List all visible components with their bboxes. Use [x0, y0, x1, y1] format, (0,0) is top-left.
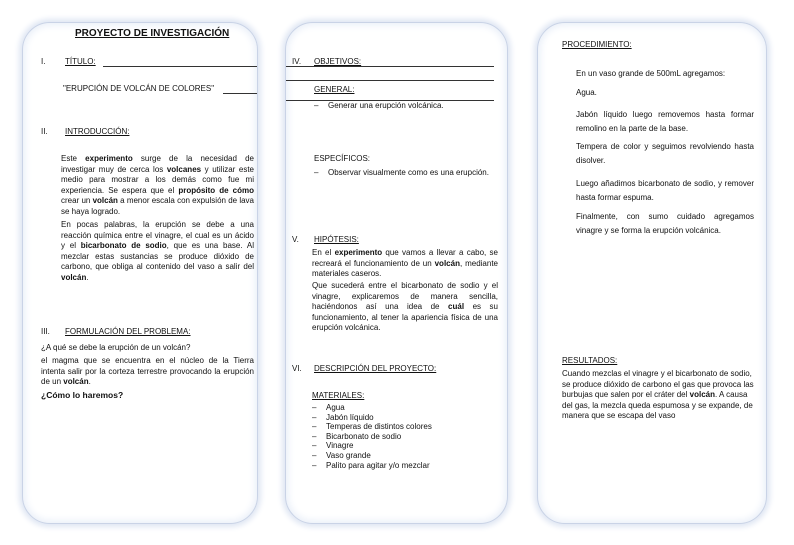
section-number-intro: II. — [41, 127, 48, 136]
materiales-heading: MATERIALES: — [312, 391, 365, 400]
hipotesis-paragraph-2: Que sucederá entre el bicarbonato de sodio y el vinagre, explicaremos de manera sencilla, haciéndonos así una idea de cuál es su funcionamiento, al tener la apariencia física de una erupción volcánica. — [312, 281, 499, 332]
section-number-descripcion: VI. — [292, 364, 302, 373]
especificos-list — [314, 168, 489, 178]
document-title: PROYECTO DE INVESTIGACIÓN — [75, 28, 230, 39]
intro-paragraph-2: En pocas palabras, la erupción se debe a una reacción química entre el vinagre, el cual es un ácido y el bicarbonato de sodio, que es una base. Al mezclar estas sustancias se produce dióxido de carbono, que obliga al contenido del vaso a salir del volcán. — [61, 220, 254, 282]
procedimiento-heading: PROCEDIMIENTO: — [562, 40, 632, 49]
question-1: ¿A qué se debe la erupción de un volcán? — [41, 343, 191, 352]
step-1: En un vaso grande de 500mL agregamos: — [576, 69, 726, 78]
step-4: Tempera de color y seguimos revolviendo hasta disolver. — [576, 142, 754, 165]
resultados-paragraph: Cuando mezclas el vinagre y el bicarbonato de sodio, se produce dióxido de carbono el gas que provoca las burbujas que salen por el cráter del volcán. A causa del gas, la mezcla queda espumosa y se expande, de manera que se escapa del vaso — [562, 369, 754, 420]
panel-right — [537, 22, 767, 524]
list-item: – Vinagre — [312, 441, 432, 451]
intro-paragraph-1: Este experimento surge de la necesidad de investigar muy de cerca los volcanes y utilizar este medio para mostrar a los demás como fue mi experiencia. Se espera que el propósito de cómo crear un volcán a menor escala con expulsión de lava se haya logrado. — [61, 154, 255, 216]
intro-heading: INTRODUCCIÓN: — [65, 127, 130, 136]
especificos-heading: ESPECÍFICOS: — [314, 154, 371, 163]
question-2: ¿Cómo lo haremos? — [41, 390, 124, 400]
list-item: – Agua — [312, 403, 432, 413]
list-item: – Observar visualmente como es una erupción. — [314, 168, 489, 178]
materiales-list — [312, 403, 432, 470]
list-item: – Vaso grande — [312, 451, 432, 461]
section-number-formulacion: III. — [41, 327, 50, 336]
hipotesis-paragraph-1: En el experimento que vamos a llevar a cabo, se recreará el funcionamiento de un volcán, mediante materiales caseros. — [312, 248, 498, 278]
descripcion-heading: DESCRIPCIÓN DEL PROYECTO: — [314, 364, 437, 373]
panel-left — [22, 22, 258, 524]
general-list — [314, 101, 444, 111]
section-number-hipotesis: V. — [292, 235, 299, 244]
titulo-heading: TÍTULO: — [65, 57, 96, 66]
answer-1: el magma que se encuentra en el núcleo de la Tierra intenta salir por la corteza terrestre provocando la erupción de un volcán. — [41, 356, 254, 386]
general-heading: GENERAL: — [314, 85, 355, 94]
list-item: – Generar una erupción volcánica. — [314, 101, 444, 111]
panel-middle — [285, 22, 508, 524]
underline-rule — [103, 66, 258, 67]
step-2: Agua. — [576, 88, 597, 97]
titulo-value: "ERUPCIÓN DE VOLCÁN DE COLORES" — [63, 84, 215, 93]
list-item: – Palito para agitar y/o mezclar — [312, 461, 432, 471]
section-number-objetivos: IV. — [292, 57, 302, 66]
section-number-titulo: I. — [41, 57, 46, 66]
step-5: Luego añadimos bicarbonato de sodio, y remover hasta formar espuma. — [576, 179, 754, 202]
objetivos-heading: OBJETIVOS: — [314, 57, 362, 66]
resultados-heading: RESULTADOS: — [562, 356, 618, 365]
formulacion-heading: FORMULACIÓN DEL PROBLEMA: — [65, 327, 191, 336]
step-3: Jabón líquido luego removemos hasta formar remolino en la parte de la base. — [576, 110, 754, 133]
list-item: – Bicarbonato de sodio — [312, 432, 432, 442]
hipotesis-heading: HIPÓTESIS: — [314, 235, 359, 244]
list-item: – Temperas de distintos colores — [312, 422, 432, 432]
list-item: – Jabón líquido — [312, 413, 432, 423]
step-6: Finalmente, con sumo cuidado agregamos vinagre y se forma la erupción volcánica. — [576, 212, 754, 235]
underline-rule — [286, 80, 494, 81]
underline-rule — [223, 93, 258, 94]
